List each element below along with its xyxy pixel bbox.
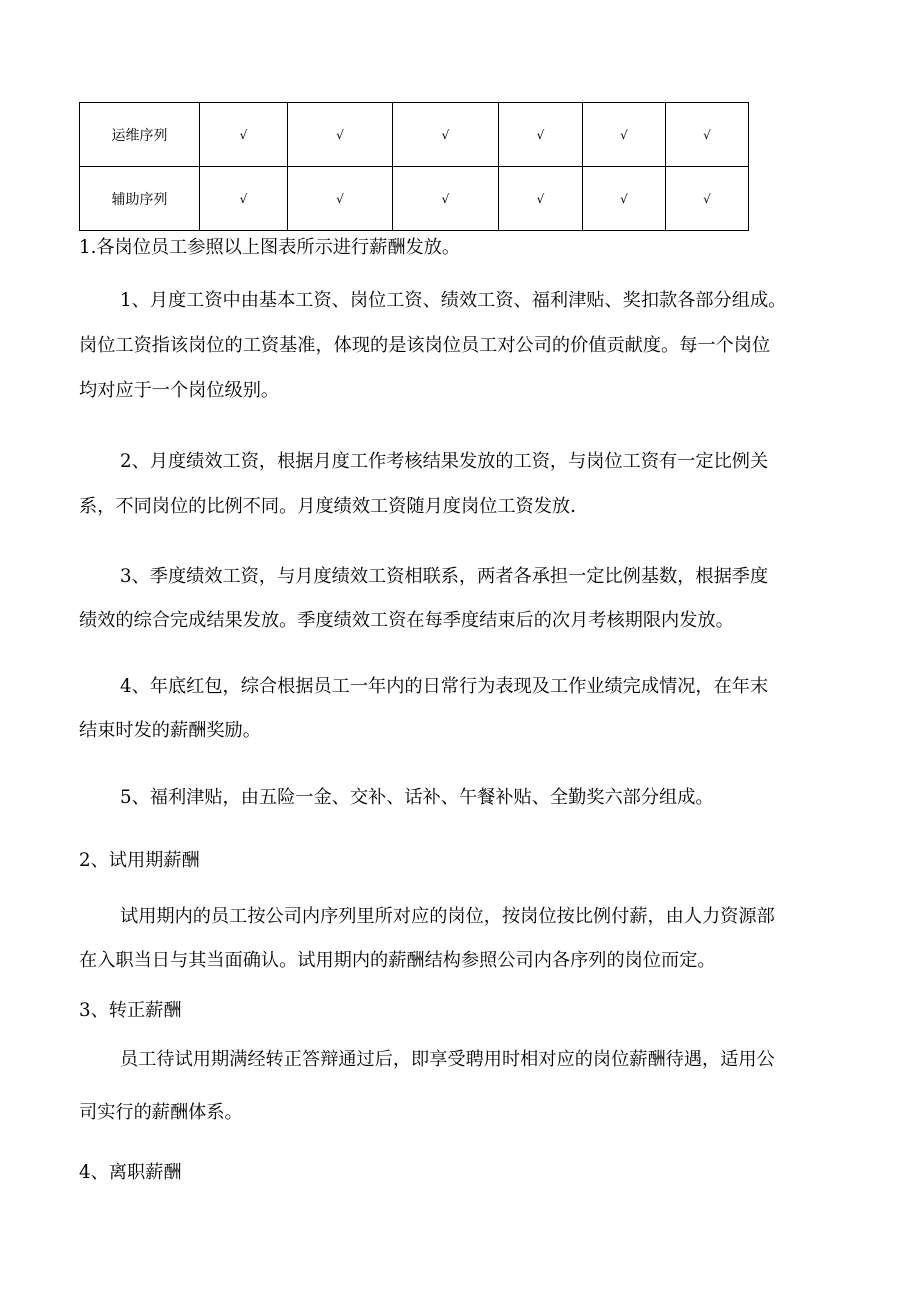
paragraph-line: 1、月度工资中由基本工资、岗位工资、绩效工资、福利津贴、奖扣款各部分组成。 [120,290,787,311]
paragraph-line: 3、季度绩效工资，与月度绩效工资相联系，两者各承担一定比例基数，根据季度 [120,566,769,587]
table-row [80,103,749,167]
paragraph-line: 员工待试用期满经转正答辩通过后，即享受聘用时相对应的岗位薪酬待遇，适用公 [120,1049,775,1070]
paragraph-line: 2、月度绩效工资，根据月度工作考核结果发放的工资，与岗位工资有一定比例关 [120,451,769,472]
paragraph-line: 岗位工资指该岗位的工资基准，体现的是该岗位员工对公司的价值贡献度。每一个岗位 [79,335,771,356]
section-heading: 4、离职薪酬 [79,1162,182,1183]
row-label-support: 辅助序列 [80,167,200,231]
check-mark: √ [666,167,749,231]
check-mark: √ [200,103,288,167]
section-heading: 2、试用期薪酬 [79,850,200,871]
check-mark: √ [288,103,393,167]
check-mark: √ [583,103,666,167]
paragraph-line: 结束时发的薪酬奖励。 [79,720,261,741]
check-mark: √ [393,167,499,231]
paragraph-line: 5、福利津贴，由五险一金、交补、话补、午餐补贴、全勤奖六部分组成。 [120,787,714,808]
intro-paragraph: 1.各岗位员工参照以上图表所示进行薪酬发放。 [79,237,461,258]
check-mark: √ [583,167,666,231]
check-mark: √ [499,167,583,231]
section-heading: 3、转正薪酬 [79,1000,182,1021]
paragraph-line: 试用期内的员工按公司内序列里所对应的岗位，按岗位按比例付薪，由人力资源部 [120,906,775,927]
paragraph-line: 4、年底红包，综合根据员工一年内的日常行为表现及工作业绩完成情况，在年末 [120,676,769,697]
row-label-ops: 运维序列 [80,103,200,167]
table-row [80,167,749,231]
paragraph-line: 司实行的薪酬体系。 [79,1102,243,1123]
paragraph-line: 绩效的综合完成结果发放。季度绩效工资在每季度结束后的次月考核期限内发放。 [79,610,734,631]
paragraph-line: 均对应于一个岗位级别。 [79,380,280,401]
check-mark: √ [288,167,393,231]
check-mark: √ [499,103,583,167]
check-mark: √ [393,103,499,167]
check-mark: √ [666,103,749,167]
paragraph-line: 系，不同岗位的比例不同。月度绩效工资随月度岗位工资发放. [79,496,576,517]
paragraph-line: 在入职当日与其当面确认。试用期内的薪酬结构参照公司内各序列的岗位而定。 [79,950,716,971]
sequence-table [79,102,749,231]
check-mark: √ [200,167,288,231]
